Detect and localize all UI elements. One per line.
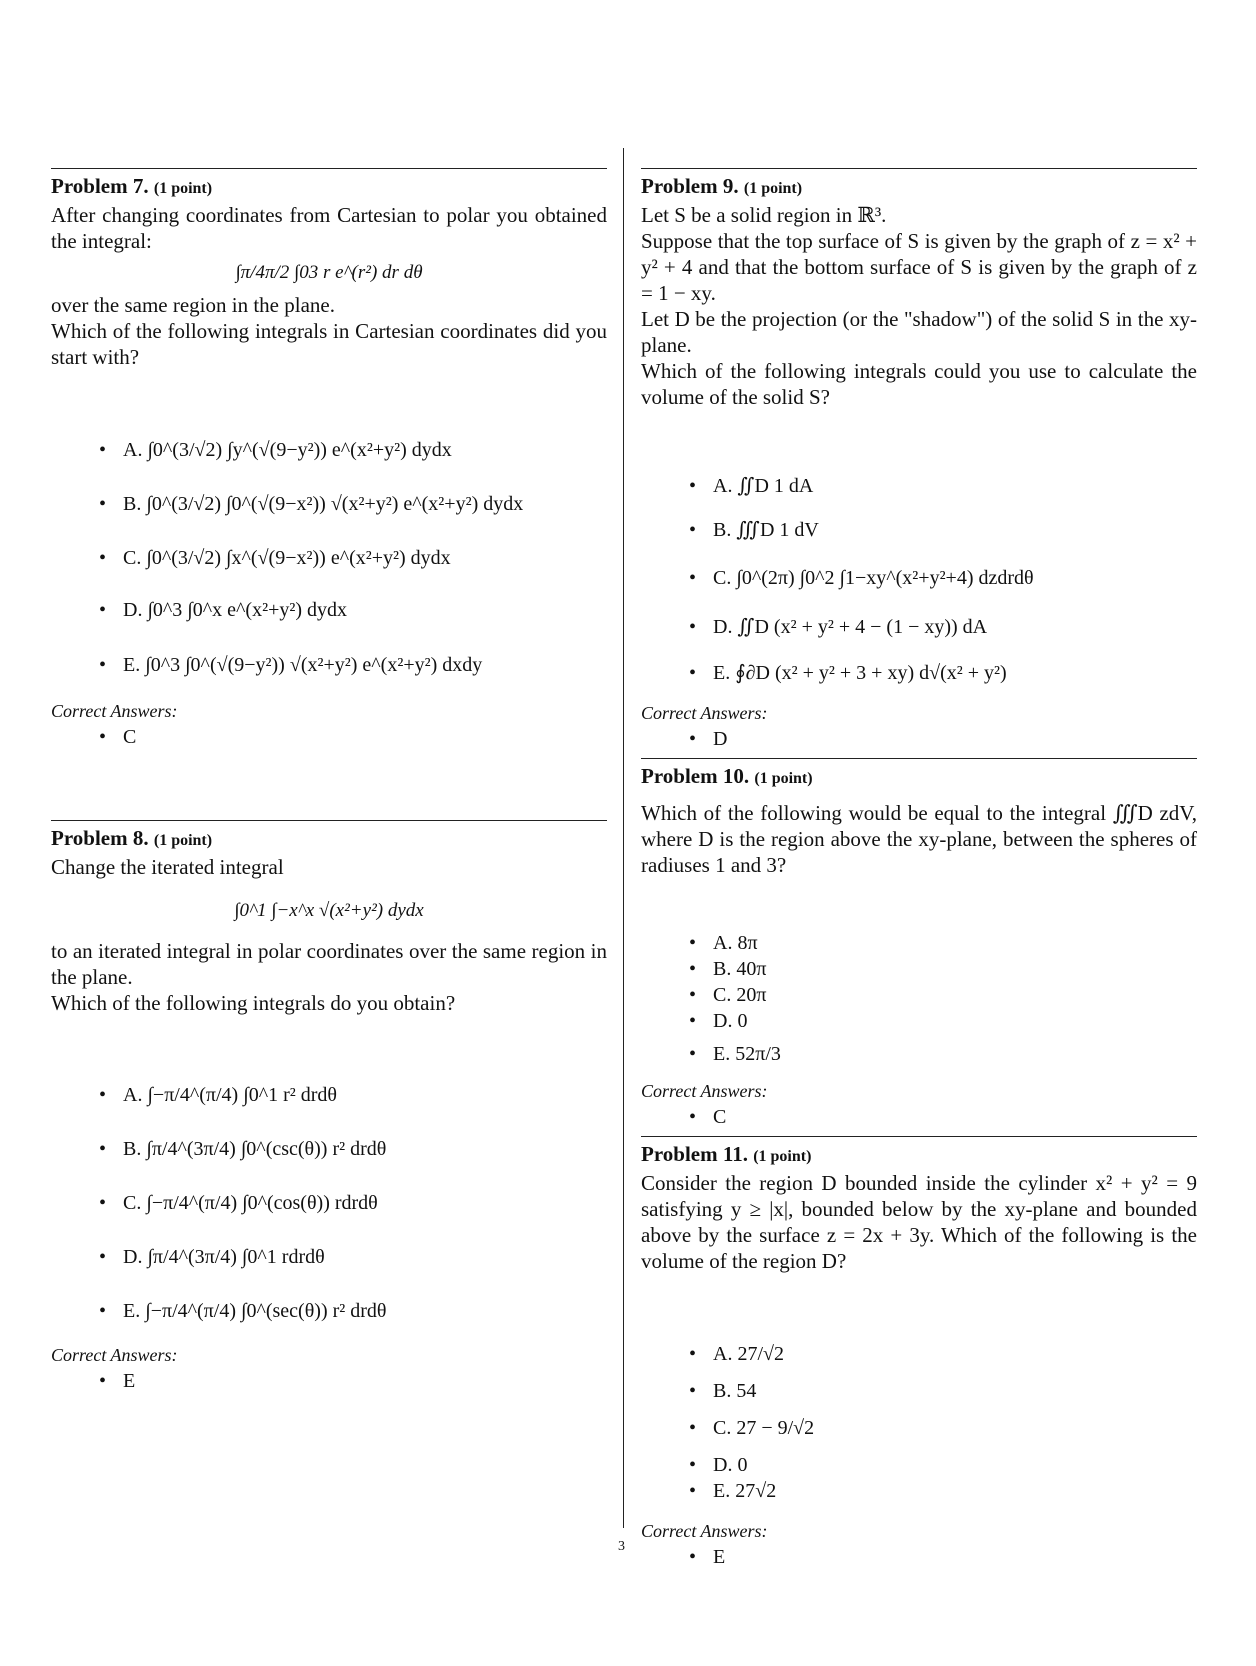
problem-8: [51, 820, 607, 1394]
problem-title: Problem 11. (1 point): [641, 1142, 812, 1166]
correct-answers: [51, 1368, 607, 1394]
option-b: • B. 40π: [641, 956, 1197, 982]
option-e: • E. ∫−π/4^(π/4) ∫0^(sec(θ)) r² drdθ: [51, 1284, 607, 1338]
option-b: • B. ∫0^(3/√2) ∫0^(√(9−x²)) √(x²+y²) e^(x²+y²) dydx: [51, 476, 607, 532]
correct-answers: [641, 1104, 1197, 1130]
answer-options: [641, 1330, 1197, 1504]
problem-text: Consider the region D bounded inside the cylinder x² + y² = 9 satisfying y ≥ |x|, bounded below by the xy-plane and bounded above by the surface z = 2x + 3y. Which of the following is the volume of the region D?: [641, 1171, 1197, 1273]
option-e: • E. ∮∂D (x² + y² + 3 + xy) d√(x² + y²): [641, 650, 1197, 696]
correct-answer: • E: [51, 1368, 607, 1394]
problem-9: [641, 168, 1197, 752]
option-b: • B. ∫π/4^(3π/4) ∫0^(csc(θ)) r² drdθ: [51, 1122, 607, 1176]
display-integral: ∫0^1 ∫−x^x √(x²+y²) dydx: [234, 900, 424, 921]
right-column: [641, 168, 1197, 1570]
option-a: • A. 8π: [641, 930, 1197, 956]
option-a: • A. 27/√2: [641, 1330, 1197, 1378]
problem-rule: [51, 168, 607, 169]
option-b: • B. ∭D 1 dV: [641, 508, 1197, 552]
problem-text: over the same region in the plane.: [51, 293, 335, 317]
problem-title: Problem 10. (1 point): [641, 764, 813, 788]
answer-options: [51, 1068, 607, 1338]
problem-title: Problem 8. (1 point): [51, 826, 213, 850]
problem-text: Suppose that the top surface of S is given by the graph of z = x² + y² + 4 and that the bottom surface of S is given by the graph of z = 1 − xy.: [641, 229, 1197, 305]
problem-rule: [641, 168, 1197, 169]
problem-text: Which of the following would be equal to the integral ∭D zdV, where D is the region above the xy-plane, between the spheres of radiuses 1 and 3?: [641, 801, 1197, 877]
column-divider: [623, 148, 624, 1528]
problem-title: Problem 7. (1 point): [51, 174, 213, 198]
correct-answers-label: Correct Answers:: [641, 1081, 768, 1101]
option-a: • A. ∫−π/4^(π/4) ∫0^1 r² drdθ: [51, 1068, 607, 1122]
problem-question: Which of the following integrals could you use to calculate the volume of the solid S?: [641, 359, 1197, 409]
option-e: • E. 27√2: [641, 1478, 1197, 1504]
problem-text: Let D be the projection (or the "shadow") of the solid S in the xy-plane.: [641, 307, 1197, 357]
correct-answers-label: Correct Answers:: [641, 703, 768, 723]
problem-question: Which of the following integrals in Cartesian coordinates did you start with?: [51, 319, 607, 369]
problem-11: [641, 1136, 1197, 1570]
page-number: 3: [618, 1539, 625, 1554]
problem-7: [51, 168, 607, 750]
problem-text: Change the iterated integral: [51, 855, 284, 879]
answer-options: [641, 930, 1197, 1074]
display-integral: ∫π/4π/2 ∫03 r e^(r²) dr dθ: [235, 262, 423, 283]
option-c: • C. ∫−π/4^(π/4) ∫0^(cos(θ)) rdrdθ: [51, 1176, 607, 1230]
problem-rule: [641, 758, 1197, 759]
option-c: • C. 20π: [641, 982, 1197, 1008]
correct-answers: [641, 1544, 1197, 1570]
option-b: • B. 54: [641, 1378, 1197, 1404]
option-c: • C. ∫0^(2π) ∫0^2 ∫1−xy^(x²+y²+4) dzdrdθ: [641, 552, 1197, 604]
problem-text: to an iterated integral in polar coordinates over the same region in the plane.: [51, 939, 607, 989]
problem-title: Problem 9. (1 point): [641, 174, 803, 198]
correct-answer: • C: [641, 1104, 1197, 1130]
problem-text: Let S be a solid region in ℝ³.: [641, 203, 887, 227]
correct-answers: [51, 724, 607, 750]
correct-answers-label: Correct Answers:: [51, 1345, 178, 1365]
problem-10: [641, 758, 1197, 1130]
correct-answer: • C: [51, 724, 607, 750]
correct-answer: • E: [641, 1544, 1197, 1570]
option-e: • E. 52π/3: [641, 1034, 1197, 1074]
correct-answers: [641, 726, 1197, 752]
answer-options: [641, 464, 1197, 696]
option-c: • C. 27 − 9/√2: [641, 1404, 1197, 1452]
option-d: • D. ∬D (x² + y² + 4 − (1 − xy)) dA: [641, 604, 1197, 650]
problem-text: After changing coordinates from Cartesian to polar you obtained the integral:: [51, 203, 607, 253]
left-column: [51, 168, 607, 1394]
option-d: • D. 0: [641, 1008, 1197, 1034]
option-a: • A. ∬D 1 dA: [641, 464, 1197, 508]
option-a: • A. ∫0^(3/√2) ∫y^(√(9−y²)) e^(x²+y²) dydx: [51, 424, 607, 476]
option-d: • D. ∫π/4^(3π/4) ∫0^1 rdrdθ: [51, 1230, 607, 1284]
option-c: • C. ∫0^(3/√2) ∫x^(√(9−x²)) e^(x²+y²) dydx: [51, 532, 607, 584]
problem-rule: [641, 1136, 1197, 1137]
option-d: • D. 0: [641, 1452, 1197, 1478]
correct-answer: • D: [641, 726, 1197, 752]
option-d: • D. ∫0^3 ∫0^x e^(x²+y²) dydx: [51, 584, 607, 636]
problem-rule: [51, 820, 607, 821]
correct-answers-label: Correct Answers:: [51, 701, 178, 721]
answer-options: [51, 424, 607, 694]
option-e: • E. ∫0^3 ∫0^(√(9−y²)) √(x²+y²) e^(x²+y²) dxdy: [51, 636, 607, 694]
correct-answers-label: Correct Answers:: [641, 1521, 768, 1541]
problem-question: Which of the following integrals do you obtain?: [51, 991, 456, 1015]
